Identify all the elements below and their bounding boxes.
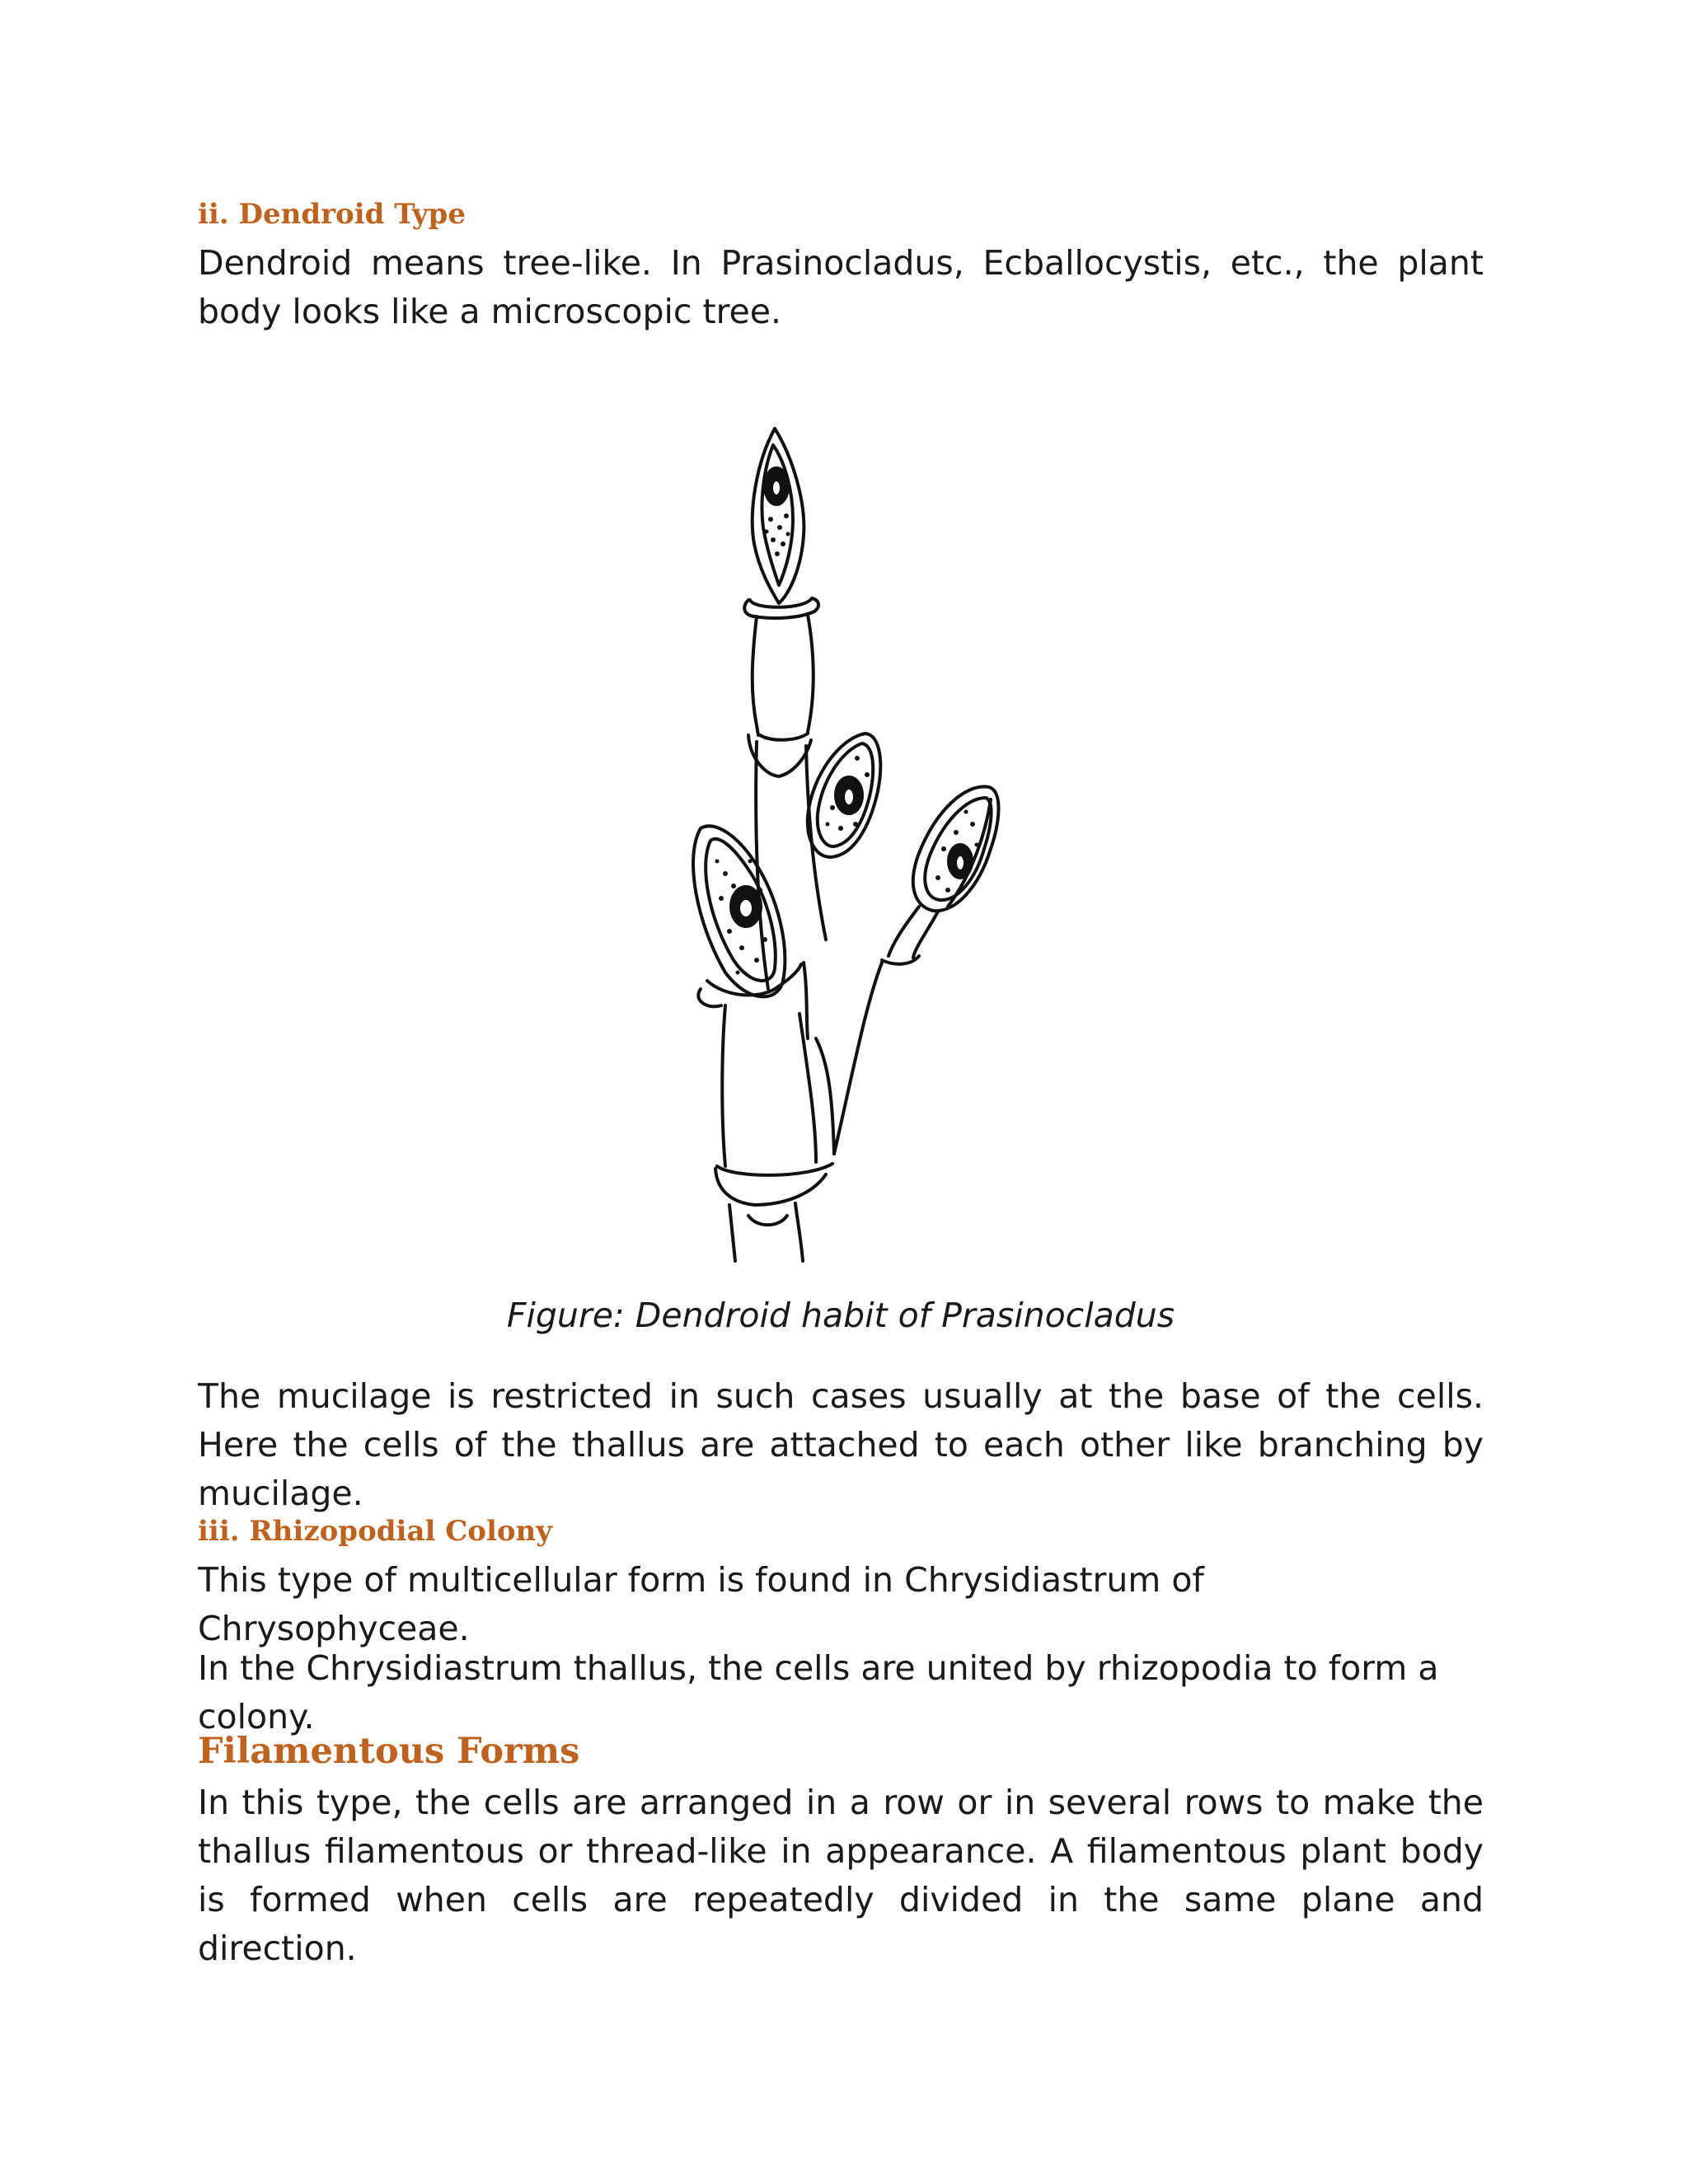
figure-caption: Figure: Dendroid habit of Prasinocladus (506, 1296, 1175, 1335)
heading-dendroid-type: ii. Dendroid Type (198, 198, 466, 231)
figure-prasinocladus-drawing (610, 412, 1088, 1277)
paragraph-rhizopodial-united: In the Chrysidiastrum thallus, the cells are united by rhizopodia to form a colony. (198, 1648, 1439, 1736)
paragraph-dendroid-definition: Dendroid means tree-like. In Prasinocladus, Ecballocystis, etc., the plant body looks like a microscopic tree. (198, 243, 1484, 331)
paragraph-rhizopodial-found-in: This type of multicellular form is found in Chrysidiastrum of Chrysophyceae. (198, 1560, 1204, 1648)
paragraph-filamentous-description: In this type, the cells are arranged in a row or in several rows to make the thallus filamentous or thread-like in appearance. A filamentous plant body is formed when cells are repeatedly divided in the same plane and direction. (198, 1783, 1484, 1968)
heading-filamentous-forms: Filamentous Forms (198, 1731, 580, 1772)
paragraph-mucilage: The mucilage is restricted in such cases usually at the base of the cells. Here the cells of the thallus are attached to each other like branching by mucilage. (198, 1376, 1484, 1513)
heading-rhizopodial-colony: iii. Rhizopodial Colony (198, 1515, 553, 1548)
